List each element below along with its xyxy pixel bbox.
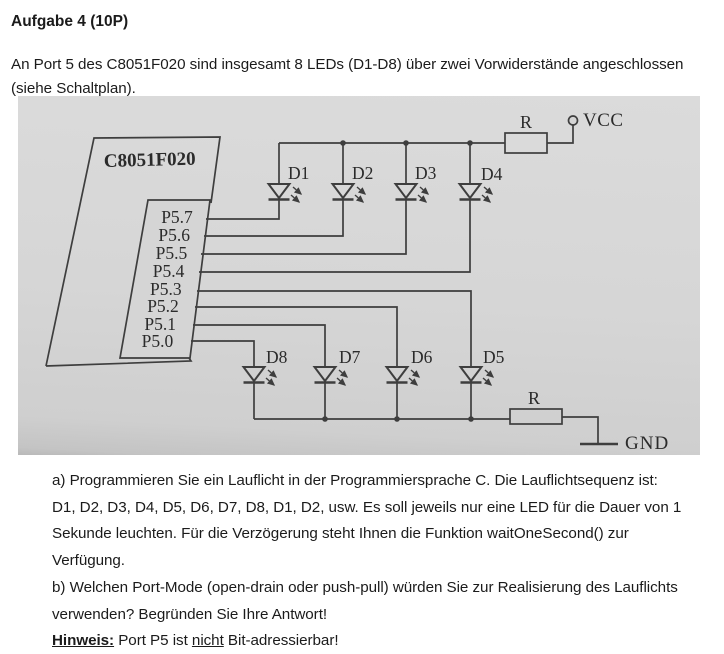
chip-label: C8051F020 <box>103 148 196 172</box>
resistor-bottom <box>510 409 562 424</box>
pin-label-p54: P5.4 <box>152 261 185 281</box>
task-a-line: Sekunde leuchten. Für die Verzögerung steht Ihnen die Funktion waitOneSecond() zur <box>52 525 629 543</box>
wire-p55-d3 <box>201 200 406 254</box>
led-d4-symbol <box>460 184 493 202</box>
task-text-block <box>52 468 681 654</box>
led-label-d5: D5 <box>483 347 505 367</box>
pin-label-p50: P5.0 <box>141 331 174 351</box>
hint-text-pre: Port P5 ist <box>114 632 192 650</box>
task-a-line: a) Programmieren Sie ein Lauflicht in der Programmiersprache C. Die Lauflichtsequenz ist: <box>52 472 658 489</box>
resistor-bottom-label: R <box>527 388 541 408</box>
resistor-top <box>505 133 547 153</box>
schematic-photo <box>18 96 700 455</box>
led-label-d7: D7 <box>339 347 361 367</box>
pin-label-p51: P5.1 <box>144 314 177 334</box>
wire-p56-d2 <box>204 200 343 236</box>
pin-label-p57: P5.7 <box>161 207 193 227</box>
led-d8-symbol <box>244 367 277 385</box>
intro-paragraph <box>11 53 683 100</box>
led-label-d3: D3 <box>415 163 437 183</box>
led-label-d1: D1 <box>288 163 310 183</box>
led-symbols-bottom <box>244 367 494 385</box>
wire-p51-d7 <box>193 325 325 367</box>
task-a-line: Verfügung. <box>52 552 125 570</box>
hint-line <box>52 628 681 654</box>
vcc-terminal <box>569 116 578 125</box>
hint-label: Hinweis: <box>52 632 115 650</box>
led-label-d2: D2 <box>352 163 374 183</box>
led-label-d4: D4 <box>481 164 503 184</box>
led-label-d6: D6 <box>411 347 433 367</box>
task-b-line: verwenden? Begründen Sie Ihre Antwort! <box>52 605 328 623</box>
wire-p52-d6 <box>195 307 397 367</box>
led-d6-symbol <box>387 367 420 385</box>
wire-p50-d8 <box>191 341 254 367</box>
pin-label-p53: P5.3 <box>149 279 182 299</box>
task-a-line: D1, D2, D3, D4, D5, D6, D7, D8, D1, D2, usw. Es soll jeweils nur eine LED für die Dauer von 1 <box>52 498 682 516</box>
vcc-label: VCC <box>583 110 624 131</box>
led-d1-symbol <box>269 184 302 202</box>
pin-label-p55: P5.5 <box>155 243 188 263</box>
circuit-schematic <box>18 96 700 455</box>
wire-r-gnd <box>562 417 598 444</box>
resistor-top-label: R <box>519 112 533 132</box>
led-d7-symbol <box>315 367 348 385</box>
task-title: Aufgabe 4 (10P) <box>11 13 129 30</box>
hint-underlined-word: nicht <box>191 632 224 650</box>
intro-line: An Port 5 des C8051F020 sind insgesamt 8 LEDs (D1-D8) über zwei Vorwiderstände angeschlossen <box>11 56 684 73</box>
task-b-line: b) Welchen Port-Mode (open-drain oder push-pull) würden Sie zur Realisierung des Lauflichts <box>52 578 678 596</box>
wire-p57-d1 <box>206 200 279 219</box>
intro-line: (siehe Schaltplan). <box>11 79 136 97</box>
led-d3-symbol <box>396 184 429 202</box>
pin-label-p56: P5.6 <box>158 225 191 245</box>
led-label-d8: D8 <box>266 347 288 367</box>
led-d5-symbol <box>461 367 494 385</box>
hint-text-post: Bit-adressierbar! <box>223 632 339 650</box>
pin-label-p52: P5.2 <box>147 296 179 316</box>
gnd-label: GND <box>625 433 670 454</box>
led-d2-symbol <box>333 184 366 202</box>
led-symbols-top <box>269 184 493 202</box>
wire-r-vcc <box>547 125 573 143</box>
